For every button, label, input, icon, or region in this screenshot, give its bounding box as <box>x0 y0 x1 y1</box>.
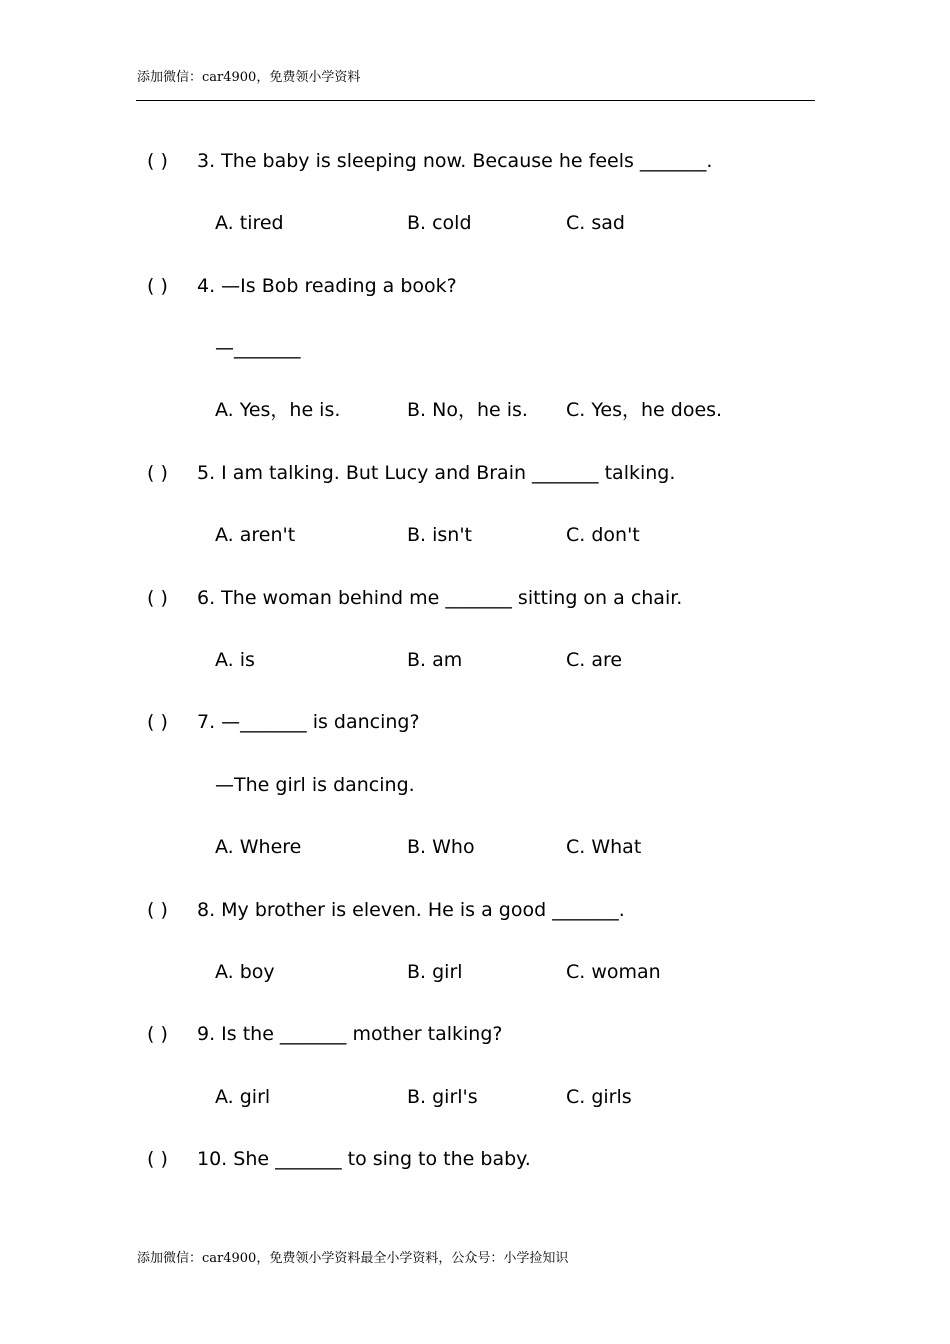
answer-blank[interactable]: ( ) <box>147 462 168 484</box>
answer-blank[interactable]: ( ) <box>147 899 168 921</box>
option-a: A. aren't <box>215 524 296 546</box>
question-6: 6. The woman behind me _______ sitting on a chair. <box>197 587 683 609</box>
option-a: A. is <box>215 649 255 671</box>
option-a: A. tired <box>215 212 284 234</box>
option-b: B. cold <box>407 212 472 234</box>
page-header: 添加微信：car4900，免费领小学资料 <box>137 70 361 85</box>
option-b: B. No，he is. <box>407 399 528 421</box>
option-b: B. girl <box>407 961 463 983</box>
option-c: C. are <box>566 649 623 671</box>
option-c: C. girls <box>566 1086 632 1108</box>
header-rule <box>136 100 815 101</box>
answer-blank[interactable]: ( ) <box>147 1023 168 1045</box>
question-9: 9. Is the _______ mother talking? <box>197 1023 503 1045</box>
option-c: C. sad <box>566 212 625 234</box>
option-c: C. don't <box>566 524 640 546</box>
option-c: C. Yes，he does. <box>566 399 723 421</box>
option-b: B. am <box>407 649 463 671</box>
question-7: 7. —_______ is dancing? <box>197 711 420 733</box>
question-4-response: —_______ <box>215 337 301 359</box>
answer-blank[interactable]: ( ) <box>147 150 168 172</box>
option-a: A. Where <box>215 836 302 858</box>
option-a: A. Yes，he is. <box>215 399 341 421</box>
answer-blank[interactable]: ( ) <box>147 711 168 733</box>
question-3: 3. The baby is sleeping now. Because he feels _______. <box>197 150 713 172</box>
option-b: B. isn't <box>407 524 473 546</box>
answer-blank[interactable]: ( ) <box>147 1148 168 1170</box>
option-a: A. girl <box>215 1086 271 1108</box>
question-4: 4. —Is Bob reading a book? <box>197 275 457 297</box>
answer-blank[interactable]: ( ) <box>147 587 168 609</box>
question-10: 10. She _______ to sing to the baby. <box>197 1148 531 1170</box>
option-c: C. What <box>566 836 642 858</box>
question-8: 8. My brother is eleven. He is a good _______. <box>197 899 625 921</box>
option-b: B. Who <box>407 836 475 858</box>
option-c: C. woman <box>566 961 661 983</box>
question-7-response: —The girl is dancing. <box>215 774 415 796</box>
option-b: B. girl's <box>407 1086 478 1108</box>
question-5: 5. I am talking. But Lucy and Brain _______ talking. <box>197 462 676 484</box>
page-footer: 添加微信：car4900，免费领小学资料最全小学资料，公众号：小学捡知识 <box>137 1251 569 1266</box>
option-a: A. boy <box>215 961 275 983</box>
answer-blank[interactable]: ( ) <box>147 275 168 297</box>
